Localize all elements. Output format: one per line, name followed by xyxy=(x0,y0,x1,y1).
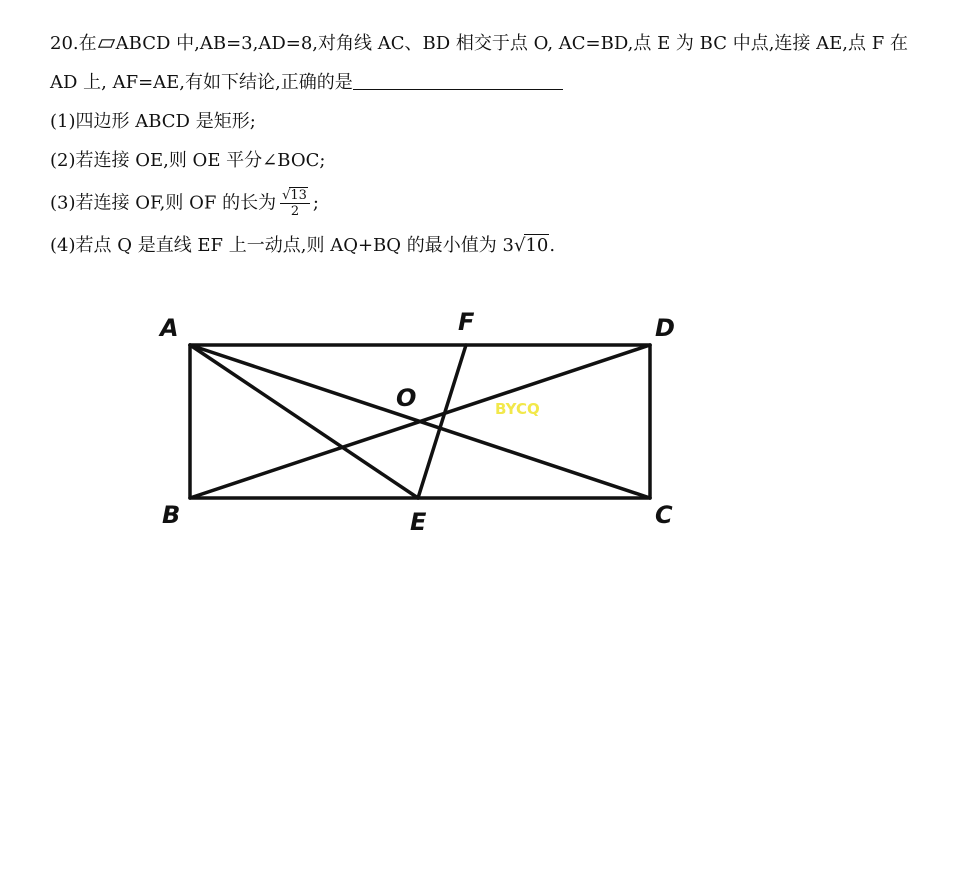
sqrt13-over-2-fraction xyxy=(280,188,310,219)
point-label-E: E xyxy=(410,508,427,536)
parallelogram-icon xyxy=(98,39,115,48)
problem-intro-line-1 xyxy=(50,32,930,71)
intro-rest: ABCD 中,AB=3,AD=8,对角线 AC、BD 相交于点 O, AC=BD,点 E 为 BC 中点,连接 AE,点 F 在 xyxy=(115,33,908,54)
intro-line-2-text: AD 上, AF=AE,有如下结论,正确的是 xyxy=(50,72,353,93)
intro-prefix: 20.在 xyxy=(50,33,97,54)
sqrt10-expression: √10 xyxy=(513,235,549,256)
point-label-B: B xyxy=(162,501,181,529)
statement-3 xyxy=(50,188,930,234)
statement-2-text: (2)若连接 OE,则 OE 平分∠BOC; xyxy=(50,150,326,171)
point-label-A: A xyxy=(160,314,179,342)
geometry-figure xyxy=(150,300,710,545)
radicand-10: 10 xyxy=(525,235,549,256)
min-value-coefficient: 3 xyxy=(502,235,514,256)
statement-4 xyxy=(50,234,930,273)
statement-1 xyxy=(50,110,930,149)
point-label-D: D xyxy=(655,314,675,342)
watermark-text: BYCQ xyxy=(495,400,540,418)
rectangle-diagram xyxy=(150,300,710,545)
fraction-denominator: 2 xyxy=(290,204,300,219)
fraction-numerator xyxy=(280,188,310,204)
radicand-13: 13 xyxy=(290,188,307,203)
point-label-C: C xyxy=(655,501,673,529)
sqrt-expression: √13 xyxy=(282,188,307,203)
statement-4-text: (4)若点 Q 是直线 EF 上一动点,则 AQ+BQ 的最小值为 xyxy=(50,235,497,256)
point-label-F: F xyxy=(458,308,475,336)
segment-AE xyxy=(190,345,418,498)
statement-3-end: ; xyxy=(312,192,319,214)
problem-intro-line-2 xyxy=(50,71,930,110)
statement-2 xyxy=(50,149,930,188)
statement-4-end: . xyxy=(549,235,556,256)
point-label-O: O xyxy=(396,384,417,412)
statement-1-text: (1)四边形 ABCD 是矩形; xyxy=(50,111,256,132)
statement-3-text: (3)若连接 OF,则 OF 的长为 xyxy=(50,192,277,214)
problem-text xyxy=(50,32,930,273)
answer-blank[interactable] xyxy=(353,71,563,90)
